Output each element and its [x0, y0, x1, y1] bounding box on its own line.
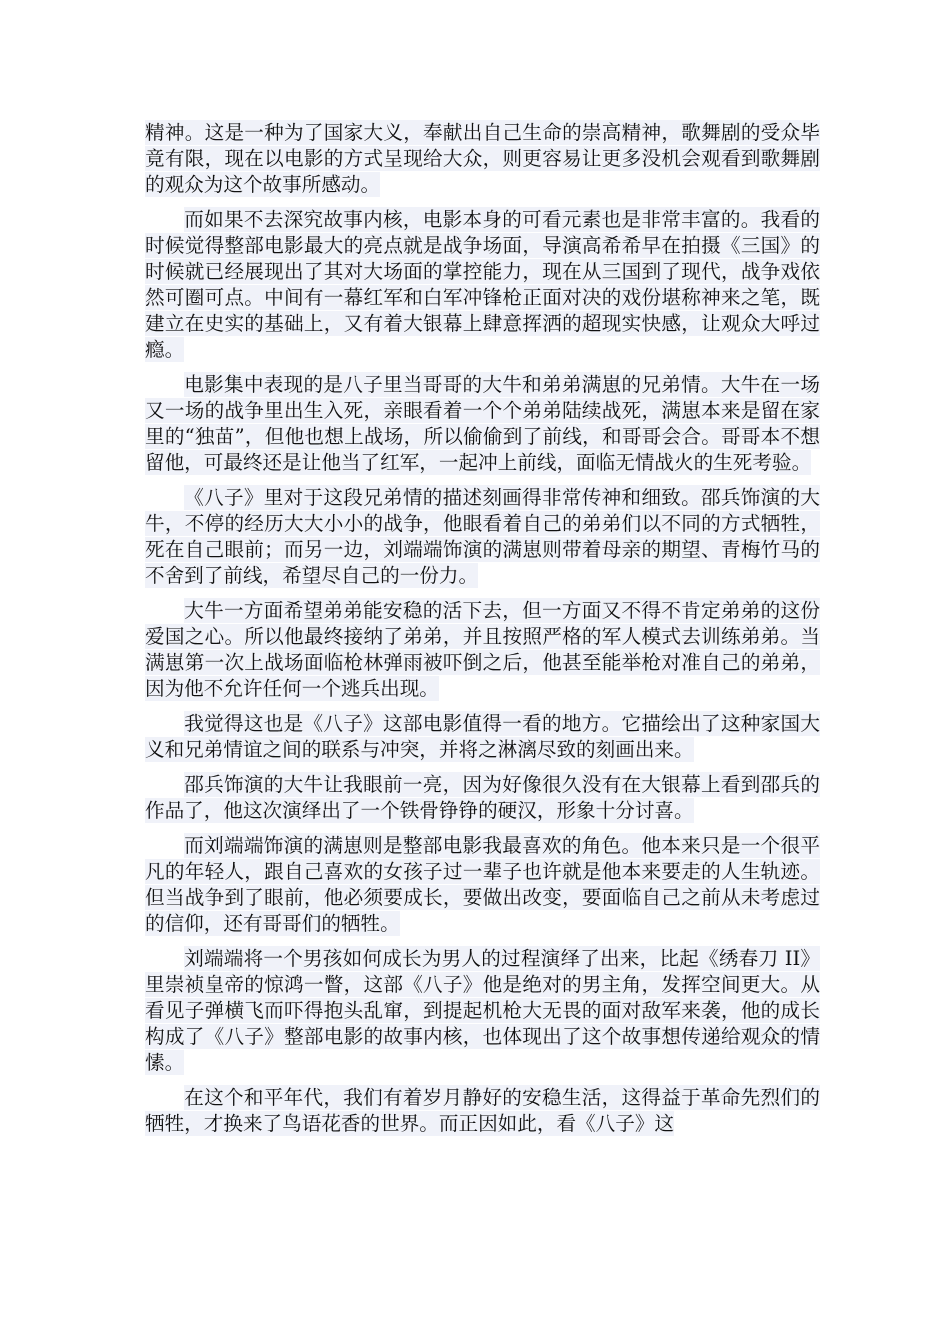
- paragraph-10: [145, 1085, 820, 1137]
- article-body: [145, 120, 820, 1146]
- paragraph-9: [145, 946, 820, 1076]
- paragraph-5-text: 大牛一方面希望弟弟能安稳的活下去，但一方面又不得不肯定弟弟的这份爱国之心。所以他最终接纳了弟弟，并且按照严格的军人模式去训练弟弟。当满崽第一次上战场面临枪林弹雨被吓倒之后，他甚至能举枪对准自己的弟弟，因为他不允许任何一个逃兵出现。: [145, 599, 820, 700]
- paragraph-1-text: 精神。这是一种为了国家大义，奉献出自己生命的崇高精神，歌舞剧的受众毕竟有限，现在以电影的方式呈现给大众，则更容易让更多没机会观看到歌舞剧的观众为这个故事所感动。: [145, 121, 820, 196]
- paragraph-10-text: 在这个和平年代，我们有着岁月静好的安稳生活，这得益于革命先烈们的牺牲，才换来了鸟语花香的世界。而正因如此，看《八子》这: [145, 1086, 820, 1135]
- paragraph-7: [145, 772, 820, 824]
- paragraph-2-text: 而如果不去深究故事内核，电影本身的可看元素也是非常丰富的。我看的时候觉得整部电影最大的亮点就是战争场面，导演高希希早在拍摄《三国》的时候就已经展现出了其对大场面的掌控能力，现在从三国到了现代，战争戏依然可圈可点。中间有一幕红军和白军冲锋枪正面对决的戏份堪称神来之笔，既建立在史实的基础上，又有着大银幕上肆意挥洒的超现实快感，让观众大呼过瘾。: [145, 208, 820, 361]
- paragraph-8-text: 而刘端端饰演的满崽则是整部电影我最喜欢的角色。他本来只是一个很平凡的年轻人，跟自己喜欢的女孩子过一辈子也许就是他本来要走的人生轨迹。但当战争到了眼前，他必须要成长，要做出改变，要面临自己之前从未考虑过的信仰，还有哥哥们的牺牲。: [145, 834, 820, 935]
- paragraph-6-text: 我觉得这也是《八子》这部电影值得一看的地方。它描绘出了这种家国大义和兄弟情谊之间的联系与冲突，并将之淋漓尽致的刻画出来。: [145, 712, 820, 761]
- paragraph-9-text: 刘端端将一个男孩如何成长为男人的过程演绎了出来，比起《绣春刀 II》里崇祯皇帝的惊鸿一瞥，这部《八子》他是绝对的男主角，发挥空间更大。从看见子弹横飞而吓得抱头乱窜，到提起机枪大无畏的面对敌军来袭，他的成长构成了《八子》整部电影的故事内核，也体现出了这个故事想传递给观众的情愫。: [145, 947, 820, 1074]
- paragraph-4: [145, 485, 820, 589]
- paragraph-6: [145, 711, 820, 763]
- paragraph-8: [145, 833, 820, 937]
- paragraph-2: [145, 207, 820, 363]
- paragraph-7-text: 邵兵饰演的大牛让我眼前一亮，因为好像很久没有在大银幕上看到邵兵的作品了，他这次演绎出了一个铁骨铮铮的硬汉，形象十分讨喜。: [145, 773, 820, 822]
- paragraph-4-text: 《八子》里对于这段兄弟情的描述刻画得非常传神和细致。邵兵饰演的大牛，不停的经历大大小小的战争，他眼看着自己的弟弟们以不同的方式牺牲，死在自己眼前；而另一边，刘端端饰演的满崽则带着母亲的期望、青梅竹马的不舍到了前线，希望尽自己的一份力。: [145, 486, 820, 587]
- paragraph-1: [145, 120, 820, 198]
- paragraph-3-text: 电影集中表现的是八子里当哥哥的大牛和弟弟满崽的兄弟情。大牛在一场又一场的战争里出生入死，亲眼看着一个个弟弟陆续战死，满崽本来是留在家里的“独苗”，但他也想上战场，所以偷偷到了前线，和哥哥会合。哥哥本不想留他，可最终还是让他当了红军，一起冲上前线，面临无情战火的生死考验。: [145, 373, 820, 474]
- paragraph-5: [145, 598, 820, 702]
- paragraph-3: [145, 372, 820, 476]
